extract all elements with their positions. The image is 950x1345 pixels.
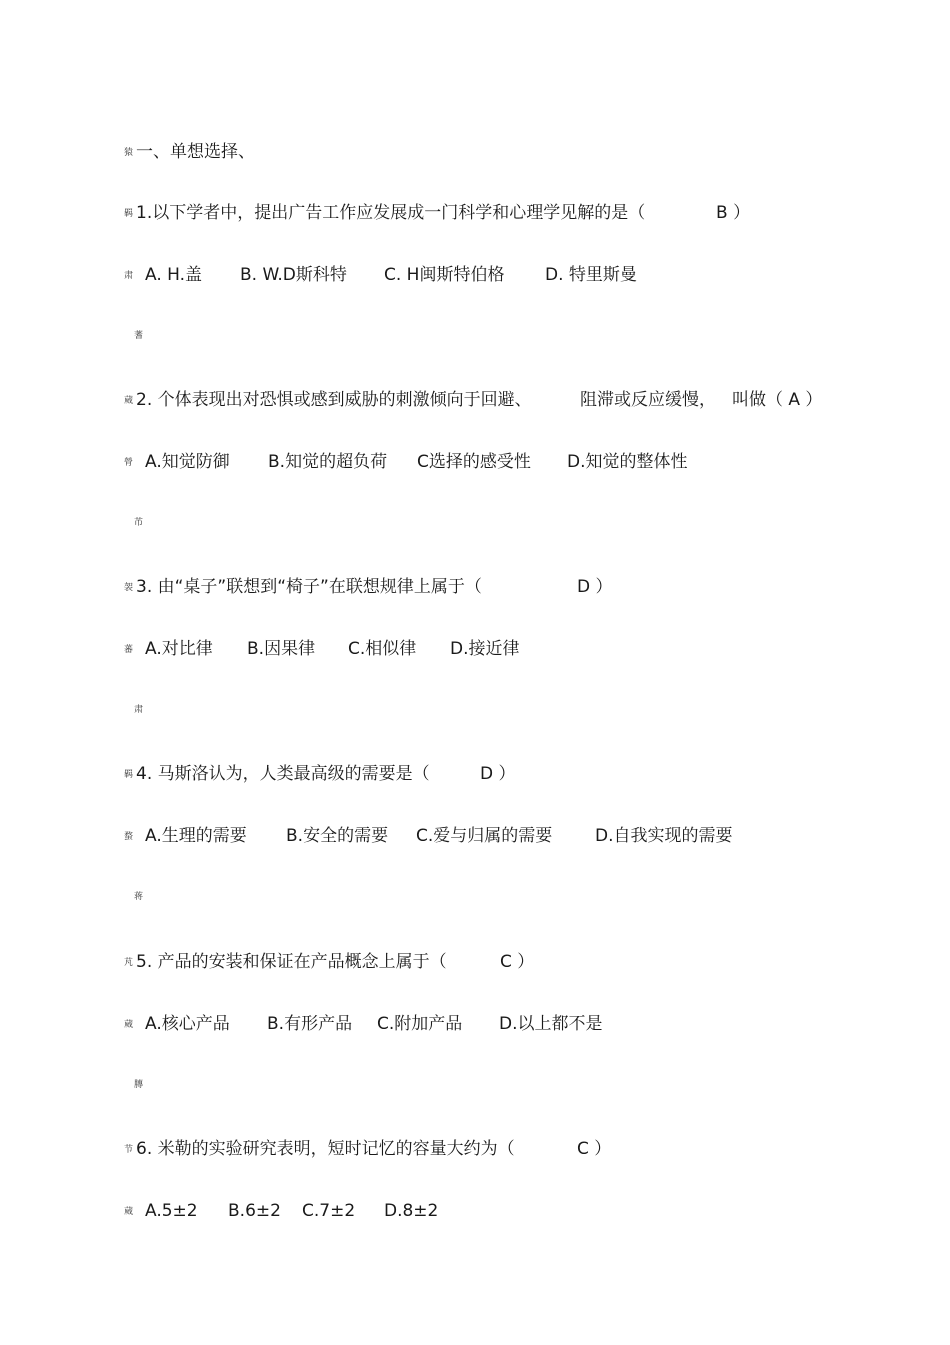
option-d: D.8±2 bbox=[384, 1201, 439, 1221]
option-b: B. W.D斯科特 bbox=[240, 265, 347, 285]
margin-mark: 羁 bbox=[124, 770, 134, 780]
margin-mark: 袈 bbox=[124, 583, 134, 593]
margin-mark: 肃 bbox=[134, 705, 144, 715]
answer: B ） bbox=[716, 203, 751, 223]
margin-mark: 蝥 bbox=[124, 832, 134, 842]
question-text: 5. 产品的安装和保证在产品概念上属于（ bbox=[136, 952, 447, 972]
option-d: D.接近律 bbox=[450, 639, 520, 659]
margin-mark: 羁 bbox=[124, 209, 134, 219]
margin-mark: 蕃 bbox=[124, 645, 134, 655]
margin-mark: 膞 bbox=[134, 1080, 144, 1090]
option-c: C.相似律 bbox=[348, 639, 417, 659]
question-text: 6. 米勒的实验研究表明，短时记忆的容量大约为（ bbox=[136, 1139, 515, 1159]
option-c: C.附加产品 bbox=[377, 1014, 463, 1034]
option-a: A.生理的需要 bbox=[145, 826, 247, 846]
question-text: 4. 马斯洛认为，人类最高级的需要是（ bbox=[136, 764, 430, 784]
margin-mark: 蒋 bbox=[134, 892, 144, 902]
option-d: D.以上都不是 bbox=[499, 1014, 603, 1034]
question-text: 1.以下学者中，提出广告工作应发展成一门科学和心理学见解的是（ bbox=[136, 203, 646, 223]
option-a: A. H.盖 bbox=[145, 265, 203, 285]
question-text: 3. 由“桌子”联想到“椅子”在联想规律上属于（ bbox=[136, 577, 482, 597]
answer: D ） bbox=[577, 577, 613, 597]
margin-mark: 蒇 bbox=[124, 1207, 134, 1217]
question-text-part2: 阻滞或反应缓慢， bbox=[580, 390, 716, 410]
option-c: C选择的感受性 bbox=[417, 452, 531, 472]
option-c: C.爱与归属的需要 bbox=[416, 826, 553, 846]
option-d: D.自我实现的需要 bbox=[595, 826, 733, 846]
question-text: 2. 个体表现出对恐惧或感到威胁的刺激倾向于回避、 bbox=[136, 390, 532, 410]
answer: C ） bbox=[500, 952, 535, 972]
option-b: B.知觉的超负荷 bbox=[268, 452, 388, 472]
margin-mark: 猿 bbox=[124, 148, 134, 158]
option-a: A.5±2 bbox=[145, 1201, 198, 1221]
margin-mark: 芇 bbox=[134, 518, 144, 528]
option-b: B.因果律 bbox=[247, 639, 316, 659]
margin-mark: 肃 bbox=[124, 271, 134, 281]
option-d: D.知觉的整体性 bbox=[567, 452, 688, 472]
option-a: A.知觉防御 bbox=[145, 452, 230, 472]
option-a: A.核心产品 bbox=[145, 1014, 230, 1034]
margin-mark: 膋 bbox=[124, 458, 134, 468]
option-b: B.有形产品 bbox=[267, 1014, 353, 1034]
margin-mark: 节 bbox=[124, 1145, 134, 1155]
answer: C ） bbox=[577, 1139, 612, 1159]
option-c: C. H闽斯特伯格 bbox=[384, 265, 505, 285]
margin-mark: 蒇 bbox=[124, 396, 134, 406]
answer: 叫做（ A ） bbox=[732, 390, 823, 410]
option-d: D. 特里斯曼 bbox=[545, 265, 637, 285]
option-c: C.7±2 bbox=[302, 1201, 356, 1221]
margin-mark: 芃 bbox=[124, 958, 134, 968]
heading-text: 一、单想选择、 bbox=[136, 142, 255, 162]
margin-mark: 蒇 bbox=[124, 1020, 134, 1030]
option-b: B.安全的需要 bbox=[286, 826, 389, 846]
option-a: A.对比律 bbox=[145, 639, 213, 659]
answer: D ） bbox=[480, 764, 516, 784]
margin-mark: 蓍 bbox=[134, 331, 144, 341]
option-b: B.6±2 bbox=[228, 1201, 281, 1221]
